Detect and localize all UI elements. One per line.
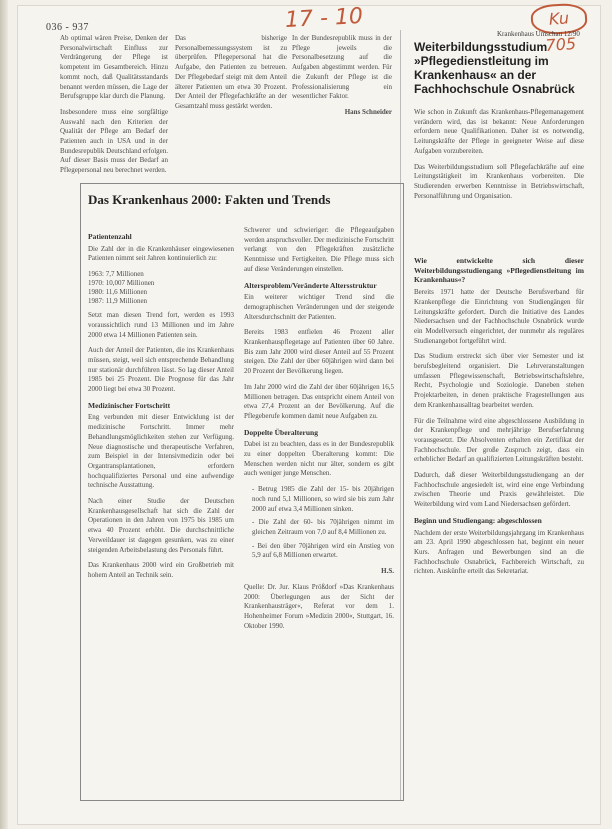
boxed-article-column-1 xyxy=(88,226,234,792)
list-item: - Bei den über 70jährigen wird ein Anstieg von 5,9 auf 6,8 Millionen erwartet. xyxy=(252,542,394,561)
sidebar-article-title: Weiterbildungsstudium »Pflegedienstleitung im Krankenhaus« an der Fachhochschule Osnabrück xyxy=(414,40,575,96)
top-column-middle xyxy=(175,34,287,174)
body-paragraph: Wie schon in Zukunft das Krankenhaus-Pflegemanagement verändern wird, das ist bekannt: Neue Anforderungen erfordern neue Qualifikationen. Daher ist es notwendig, Leitungskräfte der Pflege in geeigneter Weise auf diese Aufgaben vorzubereiten. xyxy=(414,108,584,155)
sidebar-intro xyxy=(414,108,584,248)
page-reference: 036 - 937 xyxy=(46,22,89,33)
body-paragraph: Bereits 1971 hatte der Deutsche Berufsverband für Krankenpflege die Einrichtung von Studiengängen für Leitungskräfte gefordert. Durch die Initiative des Landes Niedersachsen und der Fachhochschule Osnabrück wurde ein Modellversuch eingerichtet, der nunmehr als reguläres Studienangebot fortgeführt wird. xyxy=(414,288,584,345)
body-paragraph: Das Krankenhaus 2000 wird ein Großbetrieb mit hohem Anteil an Technik sein. xyxy=(88,561,234,579)
section-heading: Medizinischer Fortschritt xyxy=(88,400,171,410)
body-paragraph: Ein weiterer wichtiger Trend sind die demographischen Veränderungen und der steigende Altersdurchschnitt der Patienten. xyxy=(244,293,394,321)
body-paragraph: Insbesondere muss eine sorgfältige Auswahl nach den Kriterien der Qualität der Pflege am Bedarf der Patienten auch in USA und in der Bundesrepublik Deutschland erfolgen. Auf dieser Basis muss der Bedarf an Pflegepersonal neu berechnet werden. xyxy=(60,107,168,174)
author-initials: H.S. xyxy=(381,567,394,576)
section-heading: Altersproblem/Veränderte Altersstruktur xyxy=(244,280,377,290)
section-heading: Beginn und Studiengang: abgeschlossen xyxy=(414,515,542,525)
list-item: - Die Zahl der 60- bis 70jährigen nimmt im gleichen Zeitraum von 7,0 auf 8,4 Millionen zu. xyxy=(252,518,394,537)
statistic-row: 1987: 11,9 Millionen xyxy=(88,297,148,306)
body-paragraph: Dabei ist zu beachten, dass es in der Bundesrepublik zu einer doppelten Überalterung kommt: Die Menschen werden nicht nur älter, sondern es gibt auch weniger junge Menschen. xyxy=(244,440,394,478)
body-paragraph: Ab optimal wären Preise, Denken der Personalwirtschaft Einfluss zur Verdrängerung der Pflege ist kompetent im Gesamtbereich. Hinzu kommt noch, daß Qualitätsstandards benannt werden müssen, die Lage der Berufsgruppe klar durch die Planung. xyxy=(60,34,168,101)
top-column-right xyxy=(292,34,392,174)
body-paragraph: Die Zahl der in die Krankenhäuser eingewiesenen Patienten nimmt seit Jahren kontinuierlich zu: xyxy=(88,244,234,263)
statistic-row: 1980: 11,6 Millionen xyxy=(88,288,148,297)
body-paragraph: Setzt man diesen Trend fort, werden es 1993 voraussichtlich rund 13 Millionen und im Jahre 2000 etwa 14 Millionen Patienten sein. xyxy=(88,311,234,339)
section-heading: Patientenzahl xyxy=(88,232,132,241)
body-paragraph: Nach einer Studie der Deutschen Krankenhausgesellschaft hat sich die Zahl der Operationen in den Jahren von 1975 bis 1985 um etwa 40 Prozent erhöht. Die durchschnittliche Verweildauer ist dagegen gesunken, was zu einer steigenden Arbeitsbelastung des Personals führt. xyxy=(88,497,234,554)
body-paragraph: In der Bundesrepublik muss in der Pflege jeweils die Personalbesetzung auf die Aufgaben abgestimmt werden. Für die Zukunft der Pflege ist die Professionalisierung ein wesentlicher Faktor. xyxy=(292,34,392,101)
body-paragraph: Bereits 1983 entfielen 46 Prozent aller Krankenhauspflegetage auf Patienten über 60 Jahre. Bis zum Jahr 2000 wird dieser Anteil auf 55 Prozent steigen. Die Zahl der über 60jährigen wird dann bei 20 Prozent der Bevölkerung liegen. xyxy=(244,328,394,376)
page-edge-shadow xyxy=(0,0,8,829)
bullet-list xyxy=(244,485,394,561)
body-paragraph: Auch der Anteil der Patienten, die ins Krankenhaus müssen, steigt, weil sich entsprechende Behandlung nur stationär durchführen lässt. So lag dieser Anteil 1985 bei 25 Prozent. Die Prognose für das Jahr 2000 liegt bei etwa 30 Prozent. xyxy=(88,346,234,394)
body-paragraph: Im Jahr 2000 wird die Zahl der über 60jährigen 16,5 Millionen betragen. Das entspricht einem Anteil von etwa 27,4 Prozent an der Bevölkerung. Auf die Pflegeberufe kommen damit neue Aufgaben zu. xyxy=(244,382,394,420)
section-heading: Wie entwickelte sich dieser Weiterbildungsstudiengang »Pflegedienstleitung im Krankenhaus«? xyxy=(414,256,584,285)
archive-stamp: Ku 705 xyxy=(530,2,588,36)
body-paragraph: Das Weiterbildungsstudium soll Pflegefachkräfte auf eine Leitungstätigkeit im Krankenhaus vorbereiten. Die Studierenden erwerben Kenntnisse in Betriebswirtschaft, Personalführung und Organisation. xyxy=(414,162,584,200)
patient-statistics xyxy=(88,270,234,306)
body-paragraph: Das bisherige Personalbemessungssystem ist zu überprüfen. Pflegepersonal hat die Aufgabe, den Patienten zu betreuen. Der Pflegebedarf steigt mit dem Anteil älterer Patienten um etwa 30 Prozent. Der Anteil der Pflegefachkräfte an der Gesamtzahl muss gestärkt werden. xyxy=(175,34,287,110)
journal-name: Krankenhaus Umschau 12/90 xyxy=(497,30,580,38)
handwritten-note: 17 - 10 xyxy=(284,3,364,34)
body-paragraph: Eng verbunden mit dieser Entwicklung ist der medizinische Fortschritt. Immer mehr Behandlungsmöglichkeiten stehen zur Verfügung. Neue diagnostische und therapeutische Verfahren, zum Beispiel in der Intensivmedizin oder bei Organtransplantationen, erfordern hochqualifiziertes Personal und eine aufwendige technische Ausstattung. xyxy=(88,413,234,490)
statistic-row: 1970: 10,007 Millionen xyxy=(88,279,155,288)
source-note: Quelle: Dr. Jur. Klaus Prößdorf »Das Krankenhaus 2000: Überlegungen aus der Sicht der Krankenhausträger«, Referat vor dem 1. Hohenheimer Forum »Medizin 2000«, Stuttgart, 16. Oktober 1990. xyxy=(244,582,394,630)
body-paragraph: Für die Teilnahme wird eine abgeschlossene Ausbildung in der Krankenpflege und mehrjährige Berufserfahrung vorausgesetzt. Die Absolventen erhalten ein Zertifikat der Fachhochschule. Der große Zuspruch zeigt, dass ein erheblicher Bedarf an qualifizierten Leitungskräften besteht. xyxy=(414,416,584,464)
sidebar-body xyxy=(414,250,584,798)
body-paragraph: Dadurch, daß dieser Weiterbildungsstudiengang an der Fachhochschule angesiedelt ist, wird eine enge Verbindung zwischen Theorie und Praxis gewährleistet. Die Weiterbildung wird vom Land Niedersachsen gefördert. xyxy=(414,471,584,509)
boxed-article-column-2 xyxy=(244,226,394,792)
statistic-row: 1963: 7,7 Millionen xyxy=(88,270,144,279)
body-paragraph: Nachdem der erste Weiterbildungsjahrgang im Krankenhaus am 23. April 1990 abgeschlossen hat, beginnt ein neuer Kurs. Anfragen und Bewerbungen sind an die Fachhochschule Osnabrück, Fachbereich Wirtschaft, zu richten. Auskünfte erteilt das Sekretariat. xyxy=(414,528,584,576)
body-paragraph: Das Studium erstreckt sich über vier Semester und ist berufsbegleitend organisiert. Die Lehrveranstaltungen umfassen Pflegewissenschaft, Betriebswirtschaftslehre, Recht, Psychologie und Soziologie. Daneben stehen Projektarbeiten, in denen praktische Fragestellungen aus dem Krankenhausalltag bearbeitet werden. xyxy=(414,352,584,409)
list-item: - Betrug 1985 die Zahl der 15- bis 20jährigen noch rund 5,1 Millionen, so wird sie bis zum Jahr 2000 auf etwa 3,4 Millionen sinken. xyxy=(252,485,394,514)
boxed-article-title: Das Krankenhaus 2000: Fakten und Trends xyxy=(88,192,331,207)
author-signature: Hans Schneider xyxy=(344,107,392,116)
body-paragraph: Schwerer und schwieriger: die Pflegeaufgaben werden anspruchsvoller. Der medizinische Fortschritt verlangt von den Pflegekräften zusätzliche Kenntnisse und Fertigkeiten. Die Pflege muss sich auf diese Veränderungen einstellen. xyxy=(244,226,394,273)
top-column-left xyxy=(60,34,168,174)
section-heading: Doppelte Überalterung xyxy=(244,427,318,437)
